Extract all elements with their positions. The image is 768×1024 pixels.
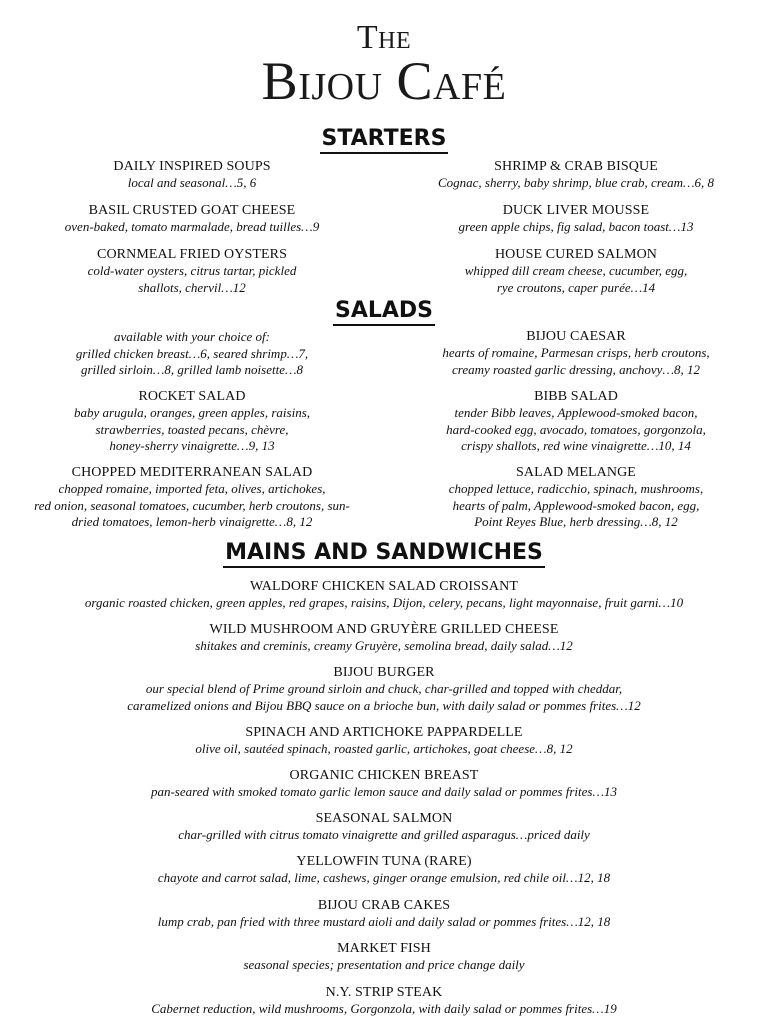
item-desc: tender Bibb leaves, Applewood-smoked bacon,: [454, 405, 698, 420]
item-name: SALAD MELANGE: [516, 465, 636, 480]
item-name: BIJOU CAESAR: [526, 329, 626, 344]
item-name: SHRIMP & CRAB BISQUE: [494, 159, 658, 174]
item-name: BIJOU BURGER: [333, 665, 435, 680]
item-name: HOUSE CURED SALMON: [494, 247, 658, 262]
menu-item: [384, 464, 768, 531]
menu-item: [0, 984, 768, 1018]
item-desc: grilled chicken breast…6, seared shrimp…7,: [75, 345, 309, 361]
item-desc: olive oil, sautéed spinach, roasted garlic, artichokes, goat cheese…8, 12: [195, 741, 573, 756]
item-desc: oven-baked, tomato marmalade, bread tuilles…9: [64, 219, 320, 234]
item-desc: hearts of romaine, Parmesan crisps, herb croutons,: [442, 345, 710, 360]
item-desc: grilled sirloin…8, grilled lamb noisette…8: [80, 362, 304, 377]
menu-item: [0, 578, 768, 612]
item-desc: rye croutons, caper purée…14: [496, 279, 656, 295]
item-name: WALDORF CHICKEN SALAD CROISSANT: [250, 579, 518, 594]
item-desc: shitakes and creminis, creamy Gruyère, semolina bread, daily salad…12: [195, 638, 573, 653]
item-desc: caramelized onions and Bijou BBQ sauce on a brioche bun, with daily salad or pommes frites…12: [127, 697, 641, 713]
item-desc: honey-sherry vinaigrette…9, 13: [109, 438, 275, 453]
menu-item: [0, 329, 384, 379]
item-desc: green apple chips, fig salad, bacon toast…13: [458, 219, 694, 234]
item-name: N.Y. STRIP STEAK: [325, 985, 443, 1000]
item-desc: seasonal species; presentation and price change daily: [243, 957, 525, 972]
item-name: WILD MUSHROOM AND GRUYÈRE GRILLED CHEESE: [209, 622, 559, 637]
item-name: DUCK LIVER MOUSSE: [502, 203, 650, 218]
item-name: BASIL CRUSTED GOAT CHEESE: [88, 203, 296, 218]
item-name: ROCKET SALAD: [138, 389, 246, 404]
menu-item: [0, 724, 768, 758]
item-desc: organic roasted chicken, green apples, red grapes, raisins, Dijon, celery, pecans, light mayonnaise, fruit garni…10: [84, 595, 684, 610]
item-desc: chopped romaine, imported feta, olives, artichokes,: [58, 481, 326, 496]
item-desc: hearts of palm, Applewood-smoked bacon, egg,: [452, 497, 700, 513]
item-name: MARKET FISH: [337, 941, 431, 956]
item-desc: strawberries, toasted pecans, chèvre,: [95, 421, 289, 437]
logo-name: Bijou Café: [261, 51, 507, 111]
menu-item: [0, 940, 768, 974]
item-name: ORGANIC CHICKEN BREAST: [289, 768, 479, 783]
menu-item: [384, 246, 768, 296]
item-desc: our special blend of Prime ground sirloin and chuck, char-grilled and topped with cheddar,: [145, 681, 623, 696]
menu-item: [0, 246, 384, 296]
item-desc: shallots, chervil…12: [138, 279, 246, 295]
item-desc: whipped dill cream cheese, cucumber, egg,: [464, 263, 688, 278]
logo-the: The: [356, 19, 412, 56]
item-desc: creamy roasted garlic dressing, anchovy…8, 12: [451, 361, 701, 377]
item-desc: cold-water oysters, citrus tartar, pickled: [87, 263, 297, 278]
item-desc: local and seasonal…5, 6: [127, 175, 257, 190]
item-desc: Point Reyes Blue, herb dressing…8, 12: [474, 514, 678, 529]
menu-item: [0, 202, 384, 236]
item-desc: Cabernet reduction, wild mushrooms, Gorgonzola, with daily salad or pommes frites…19: [151, 1001, 617, 1016]
item-desc: chopped lettuce, radicchio, spinach, mushrooms,: [448, 481, 704, 496]
menu-item: [0, 464, 384, 531]
section-mains-title: MAINS AND SANDWICHES: [0, 538, 768, 568]
item-desc: red onion, seasonal tomatoes, cucumber, herb croutons, sun-: [34, 497, 350, 513]
item-desc: baby arugula, oranges, green apples, raisins,: [73, 405, 311, 420]
menu-item: [384, 158, 768, 192]
item-name: SPINACH AND ARTICHOKE PAPPARDELLE: [245, 725, 523, 740]
menu-item: [0, 767, 768, 801]
item-name: CORNMEAL FRIED OYSTERS: [97, 247, 287, 262]
item-desc: crispy shallots, red wine vinaigrette…10, 14: [461, 438, 691, 453]
item-name: YELLOWFIN TUNA (RARE): [296, 854, 472, 869]
item-desc: char-grilled with citrus tomato vinaigrette and grilled asparagus…priced daily: [178, 827, 590, 842]
item-desc: pan-seared with smoked tomato garlic lemon sauce and daily salad or pommes frites…13: [150, 784, 618, 799]
menu-item: [384, 388, 768, 455]
item-desc: chayote and carrot salad, lime, cashews, ginger orange emulsion, red chile oil…12, 18: [157, 870, 611, 885]
menu-item: [0, 897, 768, 931]
item-name: SEASONAL SALMON: [315, 811, 453, 826]
item-desc: lump crab, pan fried with three mustard aioli and daily salad or pommes frites…12, 18: [157, 914, 611, 929]
item-name: CHOPPED MEDITERRANEAN SALAD: [71, 465, 313, 480]
item-name: BIJOU CRAB CAKES: [317, 898, 451, 913]
section-salads-title: SALADS: [0, 296, 768, 326]
item-desc: dried tomatoes, lemon-herb vinaigrette…8, 12: [71, 514, 313, 529]
menu-item: [384, 202, 768, 236]
menu-item: [384, 328, 768, 378]
menu-item: [0, 158, 384, 192]
menu-item: [0, 664, 768, 714]
item-name: BIBB SALAD: [534, 389, 618, 404]
menu-item: [0, 621, 768, 655]
item-desc: available with your choice of:: [114, 329, 270, 344]
menu-item: [0, 810, 768, 844]
item-desc: Cognac, sherry, baby shrimp, blue crab, cream…6, 8: [437, 175, 715, 190]
section-starters-title: STARTERS: [0, 124, 768, 154]
item-desc: hard-cooked egg, avocado, tomatoes, gorgonzola,: [446, 421, 706, 437]
item-name: DAILY INSPIRED SOUPS: [113, 159, 271, 174]
menu-item: [0, 853, 768, 887]
menu-item: [0, 388, 384, 455]
